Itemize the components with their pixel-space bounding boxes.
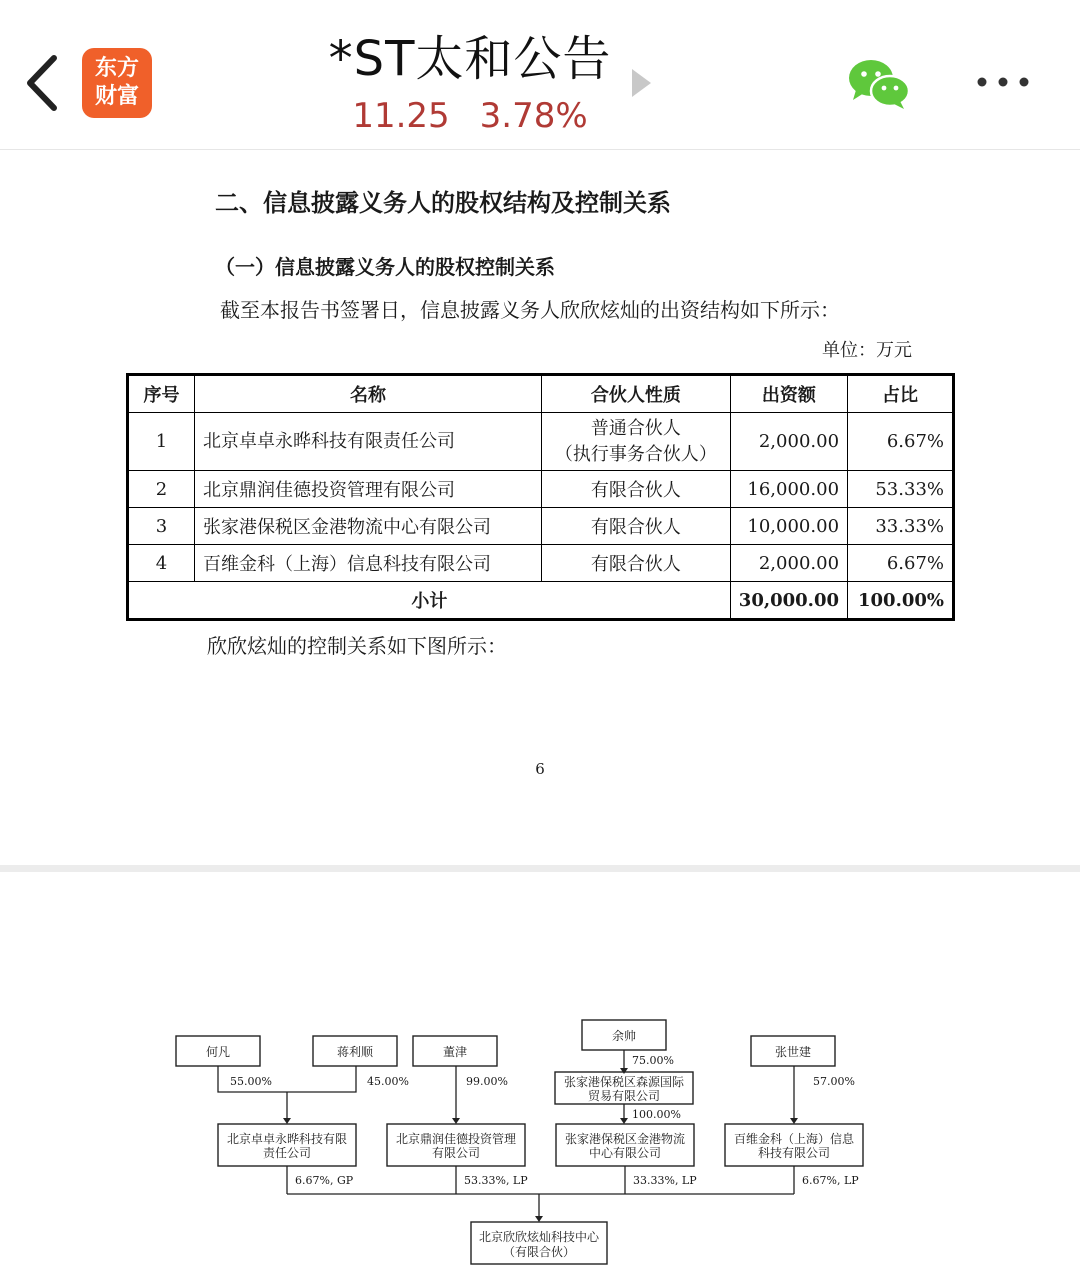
partner-nature [541, 413, 730, 471]
control-intro-paragraph: 欣欣炫灿的控制关系如下图所示： [207, 634, 507, 658]
dingrun-name-line1: 北京鼎润佳德投资管理 [395, 1132, 517, 1146]
total-label: 小计 [128, 582, 731, 620]
row-number: 1 [128, 413, 195, 471]
partner-name: 张家港保税区金港物流中心有限公司 [195, 508, 542, 545]
total-amount: 30,000.00 [730, 582, 847, 620]
person-zhang-shijian: 张世建 [774, 1045, 812, 1059]
partner-nature: 有限合伙人 [541, 545, 730, 582]
capital-amount: 10,000.00 [730, 508, 847, 545]
unit-label: 单位：万元 [822, 340, 912, 361]
senyuan-name-line1: 张家港保税区森源国际 [563, 1075, 685, 1089]
document-page-2 [0, 872, 1080, 1288]
target-name-line2: （有限合伙） [502, 1245, 576, 1259]
arrow-head [283, 1118, 291, 1124]
capital-amount: 2,000.00 [730, 413, 847, 471]
table-row [128, 471, 954, 508]
pct-senyuan: 100.00% [632, 1108, 681, 1121]
baiwei-name-line1: 百维金科（上海）信息 [733, 1132, 855, 1146]
logo-text-line2: 财富 [94, 84, 139, 109]
column-header: 出资额 [730, 375, 847, 413]
person-jiang-lishun: 蒋利顺 [336, 1045, 374, 1059]
table-row [128, 545, 954, 582]
capital-amount: 16,000.00 [730, 471, 847, 508]
pct-yu-shuai: 75.00% [632, 1054, 674, 1067]
stock-change-percent: 3.78% [479, 96, 588, 136]
column-header: 序号 [128, 375, 195, 413]
table-row [128, 413, 954, 471]
share-ratio: 6.67% [848, 413, 954, 471]
app-header [0, 0, 1080, 150]
table-total-row [128, 582, 954, 620]
share-ratio: 6.67% [848, 545, 954, 582]
partner-name: 百维金科（上海）信息科技有限公司 [195, 545, 542, 582]
pct-zhang-shijian: 57.00% [813, 1075, 855, 1088]
arrow-head [620, 1118, 628, 1124]
partner-nature-line2: （执行事务合伙人） [554, 443, 717, 465]
column-header: 占比 [848, 375, 954, 413]
logo-text-line1: 东方 [94, 56, 139, 81]
jingang-name-line2: 中心有限公司 [588, 1146, 662, 1160]
share-ratio: 53.33% [848, 471, 954, 508]
pct-he-fan: 55.00% [230, 1075, 272, 1088]
table-row [128, 508, 954, 545]
share-ratio: 33.33% [848, 508, 954, 545]
person-yu-shuai: 余帅 [611, 1029, 637, 1043]
dingrun-name-line2: 有限公司 [431, 1146, 481, 1160]
arrow-head [535, 1216, 543, 1222]
person-dong-jin: 董津 [442, 1045, 468, 1059]
control-structure-diagram [0, 872, 1080, 1288]
stock-price: 11.25 [352, 96, 450, 136]
table-header-row [128, 375, 954, 413]
zhuozhuo-name-line2: 责任公司 [262, 1146, 312, 1160]
arrow-head [790, 1118, 798, 1124]
column-header: 合伙人性质 [541, 375, 730, 413]
capital-amount: 2,000.00 [730, 545, 847, 582]
partner-nature: 有限合伙人 [541, 508, 730, 545]
page-number: 6 [535, 760, 545, 778]
row-number: 4 [128, 545, 195, 582]
zhuozhuo-name-line1: 北京卓卓永晔科技有限 [226, 1132, 348, 1146]
jingang-name-line1: 张家港保税区金港物流 [564, 1132, 686, 1146]
row-number: 2 [128, 471, 195, 508]
baiwei-name-line2: 科技有限公司 [757, 1146, 831, 1160]
pct-dingrun: 53.33%, LP [464, 1174, 528, 1187]
page-separator [0, 865, 1080, 872]
arrow-head [452, 1118, 460, 1124]
pct-dong-jin: 99.00% [466, 1075, 508, 1088]
total-ratio: 100.00% [848, 582, 954, 620]
ownership-table [126, 373, 955, 621]
wechat-icon[interactable] [846, 56, 912, 112]
target-name-line1: 北京欣欣炫灿科技中心 [478, 1230, 600, 1244]
pct-zhuozhuo: 6.67%, GP [295, 1174, 354, 1187]
stock-quote [0, 96, 940, 136]
row-number: 3 [128, 508, 195, 545]
partner-name: 北京卓卓永晔科技有限责任公司 [195, 413, 542, 471]
pct-jiang-lishun: 45.00% [367, 1075, 409, 1088]
person-he-fan: 何凡 [205, 1045, 231, 1059]
pct-baiwei: 6.67%, LP [802, 1174, 859, 1187]
intro-paragraph: 截至本报告书签署日，信息披露义务人欣欣炫灿的出资结构如下所示： [220, 298, 840, 322]
partner-name: 北京鼎润佳德投资管理有限公司 [195, 471, 542, 508]
column-header: 名称 [195, 375, 542, 413]
more-dots-icon[interactable] [974, 72, 1032, 92]
partner-nature: 有限合伙人 [541, 471, 730, 508]
subsection-heading: （一）信息披露义务人的股权控制关系 [215, 255, 555, 279]
pct-jingang: 33.33%, LP [633, 1174, 697, 1187]
section-heading: 二、信息披露义务人的股权结构及控制关系 [215, 189, 671, 217]
page-title: *ST太和公告 [328, 31, 612, 87]
partner-nature-line1: 普通合伙人 [590, 417, 681, 439]
play-triangle-icon[interactable] [628, 66, 654, 100]
senyuan-name-line2: 贸易有限公司 [587, 1089, 661, 1103]
